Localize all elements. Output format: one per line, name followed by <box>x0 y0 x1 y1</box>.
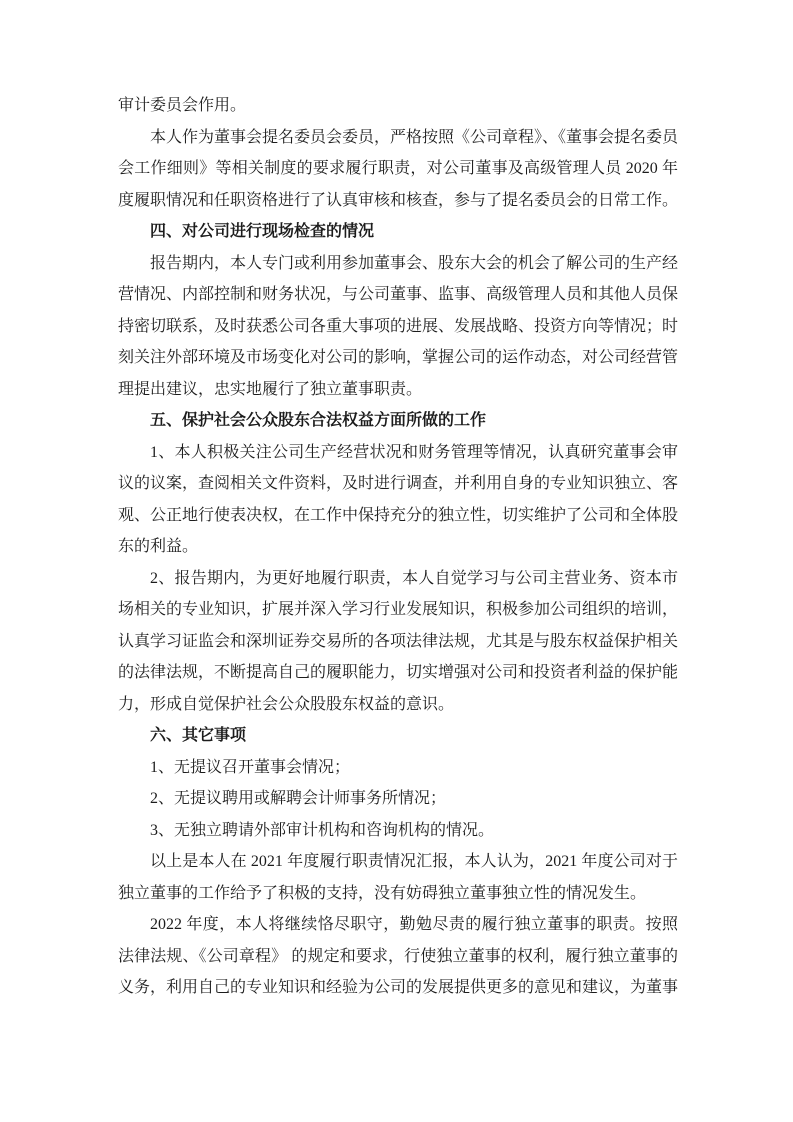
section-5-item-2: 2、报告期内，为更好地履行职责，本人自觉学习与公司主营业务、资本市场相关的专业知识，扩展并深入学习行业发展知识，积极参加公司组织的培训，认真学习证监会和深圳证券交易所的各项法律法规，尤其是与股东权益保护相关的法律法规，不断提高自己的履职能力，切实增强对公司和投资者利益的保护能力，形成自觉保护社会公众股股东权益的意识。 <box>118 569 679 713</box>
section-6-item-2: 2、无提议聘用或解聘会计师事务所情况； <box>150 790 447 807</box>
section-6-item-1: 1、无提议召开董事会情况； <box>150 758 351 776</box>
outlook-paragraph-2022: 2022 年度，本人将继续恪尽职守，勤勉尽责的履行独立董事的职责。按照法律法规、《公司章程》 的规定和要求，行使独立董事的权利，履行独立董事的义务，利用自己的专业知识和经验为公司的发展提供更多的意见和建议，为董事 <box>118 916 679 996</box>
summary-paragraph-2021: 以上是本人在 2021 年度履行职责情况汇报，本人认为，2021 年度公司对于独立董事的工作给予了积极的支持，没有妨碍独立董事独立性的情况发生。 <box>118 853 678 902</box>
section-heading-5-shareholder-rights: 五、保护社会公众股东合法权益方面所做的工作 <box>150 412 487 429</box>
continued-paragraph-audit-committee: 审计委员会作用。 <box>118 97 247 114</box>
document-text-block <box>118 90 678 1004</box>
section-5-item-1: 1、本人积极关注公司生产经营状况和财务管理等情况，认真研究董事会审议的议案，查阅相关文件资料，及时进行调查，并利用自身的专业知识独立、客观、公正地行使表决权，在工作中保持充分的独立性，切实维护了公司和全体股东的利益。 <box>118 443 679 555</box>
paragraph-nomination-committee: 本人作为董事会提名委员会委员，严格按照《公司章程》、《董事会提名委员会工作细则》等相关制度的要求履行职责，对公司董事及高级管理人员 2020 年度履职情况和任职资格进行了认真审核和核查，参与了提名委员会的日常工作。 <box>118 128 679 209</box>
section-heading-6-other-matters: 六、其它事项 <box>150 727 247 744</box>
section-heading-4-onsite-inspection: 四、对公司进行现场检查的情况 <box>150 223 375 240</box>
section-6-item-3: 3、无独立聘请外部审计机构和咨询机构的情况。 <box>150 821 495 839</box>
section-4-paragraph: 报告期内，本人专门或利用参加董事会、股东大会的机会了解公司的生产经营情况、内部控制和财务状况，与公司董事、监事、高级管理人员和其他人员保持密切联系，及时获悉公司各重大事项的进展、发展战略、投资方向等情况；时刻关注外部环境及市场变化对公司的影响，掌握公司的运作动态，对公司经营管理提出建议，忠实地履行了独立董事职责。 <box>118 254 679 398</box>
